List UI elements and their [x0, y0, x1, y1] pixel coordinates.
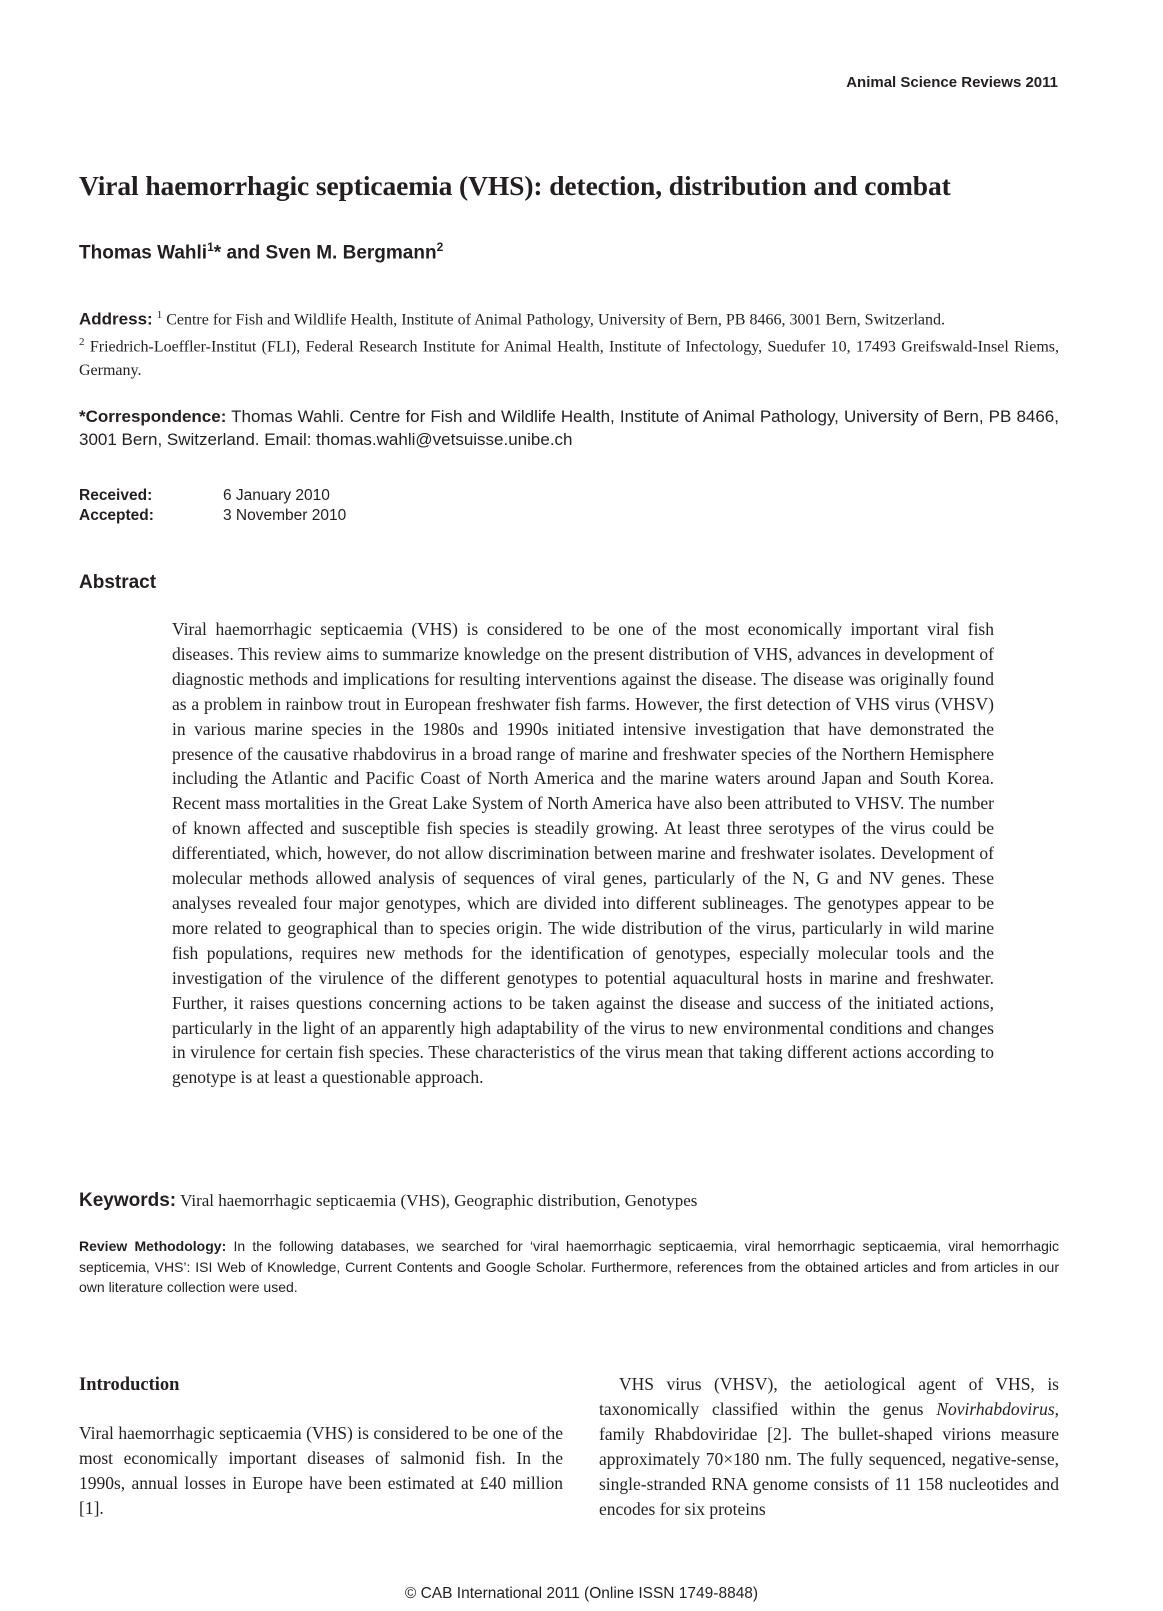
- correspondence-block: [79, 405, 1059, 451]
- affiliation-text: Centre for Fish and Wildlife Health, Institute of Animal Pathology, University of Bern, PB 8466, 3001 Bern, Switzerland.: [166, 311, 945, 329]
- keywords-text: Viral haemorrhagic septicaemia (VHS), Geographic distribution, Genotypes: [180, 1191, 698, 1210]
- correspondence-text: Thomas Wahli. Centre for Fish and Wildlife Health, Institute of Animal Pathology, University of Bern, PB 8466, 3001 Bern, Switzerland. Email: thomas.wahli@vetsuisse.unibe.ch: [79, 407, 1059, 449]
- introduction-paragraph: Viral haemorrhagic septicaemia (VHS) is considered to be one of the most economically important diseases of salmonid fish. In the 1990s, annual losses in Europe have been estimated at £40 million [1].: [79, 1423, 563, 1518]
- accepted-value: 3 November 2010: [223, 507, 347, 524]
- author-name: Thomas Wahli: [79, 242, 208, 264]
- affiliation-marker: 1: [156, 309, 163, 321]
- keywords: [79, 1190, 697, 1212]
- address-block: [79, 304, 1059, 382]
- author-name: Sven M. Bergmann: [265, 242, 437, 264]
- correspondence-label: *Correspondence:: [79, 407, 227, 426]
- affiliation-marker: 1: [207, 240, 214, 254]
- received-value: 6 January 2010: [223, 487, 330, 504]
- keywords-label: Keywords:: [79, 1190, 177, 1211]
- affiliation-marker: 2: [436, 240, 444, 254]
- review-methodology: [79, 1236, 1059, 1298]
- body-paragraph: [599, 1372, 1059, 1522]
- review-methodology-label: Review Methodology:: [79, 1238, 227, 1254]
- introduction-heading: Introduction: [79, 1375, 180, 1395]
- abstract-text: Viral haemorrhagic septicaemia (VHS) is considered to be one of the most economically important viral fish diseases. This review aims to summarize knowledge on the present distribution of VHS, advances in development of diagnostic methods and implications for resulting interventions against the disease. The disease was originally found as a problem in rainbow trout in European freshwater fish farms. However, the first detection of VHS virus (VHSV) in various marine species in the 1980s and 1990s initiated intensive investigation that have demonstrated the presence of the causative rhabdovirus in a broad range of marine and freshwater species of the Northern Hemisphere including the Atlantic and Pacific Coast of North America and the marine waters around Japan and South Korea. Recent mass mortalities in the Great Lake System of North America have also been attributed to VHSV. The number of known affected and susceptible fish species is steadily growing. At least three serotypes of the virus could be differentiated, which, however, do not allow discrimination between marine and freshwater isolates. Development of molecular methods allowed analysis of sequences of viral genes, particularly of the N, G and NV genes. These analyses revealed four major genotypes, which are divided into different sublineages. The genotypes appear to be more related to geographical than to species origin. The wide distribution of the virus, particularly in wild marine fish populations, requires new methods for the identification of genotypes, especially molecular tools and the investigation of the virulence of the different genotypes to potential aquacultural hosts in marine and freshwater. Further, it raises questions concerning actions to be taken against the disease and success of the initiated actions, particularly in the light of an apparently high adaptability of the virus to new environmental conditions and changes in virulence for certain fish species. These characteristics of the virus mean that taking different actions according to genotype is at least a questionable approach.: [172, 619, 994, 1088]
- abstract-heading: Abstract: [79, 572, 157, 593]
- accepted-date: [79, 507, 346, 525]
- received-date: [79, 487, 330, 505]
- affiliation-marker: 2: [79, 336, 85, 349]
- review-methodology-text: In the following databases, we searched for ‘viral haemorrhagic septicaemia, viral hemorrhagic septicaemia, viral hemorrhagic septicemia, VHS’: ISI Web of Knowledge, Current Contents and Google Scholar. Furthermore, references from the obtained articles and from articles in our own literature collection were used.: [79, 1238, 1060, 1295]
- author-list: [79, 240, 443, 264]
- journal-name: Animal Science Reviews 2011: [846, 74, 1058, 91]
- article-title: Viral haemorrhagic septicaemia (VHS): detection, distribution and combat: [79, 170, 951, 201]
- footer-copyright: © CAB International 2011 (Online ISSN 1749-8848): [404, 1585, 759, 1602]
- received-label: Received:: [79, 487, 153, 504]
- address-label: Address:: [79, 309, 153, 329]
- accepted-label: Accepted:: [79, 507, 154, 524]
- author-conjunction: and: [221, 242, 266, 264]
- body-text: VHS virus (VHSV), the aetiological agent of VHS, is taxonomically classified within the genus: [599, 1374, 1059, 1419]
- affiliation-text: Friedrich-Loeffler-Institut (FLI), Federal Research Institute for Animal Health, Institute of Infectology, Suedufer 10, 17493 Greifswald-Insel Riems, Germany.: [79, 338, 1060, 379]
- correspondence-marker: *: [213, 242, 222, 264]
- body-text: , family Rhabdoviridae [2]. The bullet-shaped virions measure approximately 70×180 nm. The fully sequenced, negative-sense, single-stranded RNA genome consists of 11 158 nucleotides and encodes for six proteins: [599, 1399, 1059, 1519]
- genus-name: Novirhabdovirus: [936, 1399, 1055, 1419]
